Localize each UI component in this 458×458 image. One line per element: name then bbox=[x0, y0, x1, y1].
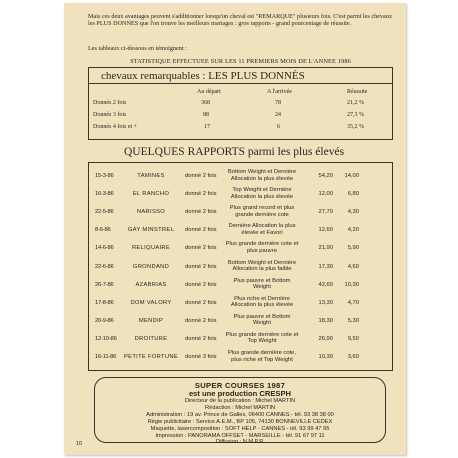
table2-title: QUELQUES RAPPORTS parmi les plus élevés bbox=[124, 146, 345, 158]
row-date: 12-10-86 bbox=[95, 335, 117, 342]
row-donne: donné 2 fois bbox=[185, 227, 217, 234]
row-reussite: 21,2 % bbox=[347, 100, 364, 106]
table-row bbox=[89, 100, 392, 110]
row-horse-name: EL RANCHO bbox=[132, 191, 170, 198]
row-date: 8-6-86 bbox=[95, 227, 111, 234]
row-reason: Bottom Weight et Dernière Allocation la plus faible bbox=[227, 259, 297, 273]
row-horse-name: TAMINES bbox=[137, 173, 165, 179]
row-horse-name: NARISSO bbox=[136, 209, 166, 216]
row-rapport-place: 5,90 bbox=[347, 245, 359, 252]
intro-paragraph-2: Les tableaux ci-dessous en témoignent : bbox=[88, 45, 187, 52]
row-date: 22-6-86 bbox=[95, 263, 114, 270]
table-row bbox=[95, 312, 387, 330]
row-horse-name: RELIQUAIRE bbox=[131, 245, 171, 252]
row-reason: Plus grand record et plus grande dernière cote bbox=[229, 205, 295, 218]
row-date: 17-8-86 bbox=[95, 299, 114, 306]
row-rapport-gagnant: 13,30 bbox=[318, 299, 333, 306]
table1-body bbox=[89, 84, 392, 139]
table-row bbox=[95, 203, 387, 221]
row-reason: Plus grande dernière cote et Top Weight bbox=[225, 331, 299, 345]
table2-rows bbox=[95, 167, 387, 366]
col-header-arrivee: A l'arrivée bbox=[267, 89, 292, 95]
row-reason: Top Weight et Dernière Allocation la plus élevée bbox=[230, 187, 294, 200]
row-horse-name: MENDIP bbox=[138, 317, 164, 324]
table-row bbox=[89, 112, 392, 122]
row-arrivee: 78 bbox=[275, 100, 281, 106]
row-rapport-place: 6,80 bbox=[347, 191, 359, 198]
row-donne: donné 2 fois bbox=[185, 173, 217, 179]
row-rapport-place: 14,00 bbox=[344, 173, 359, 179]
row-date: 20-9-86 bbox=[95, 317, 114, 324]
table-row bbox=[95, 330, 387, 348]
row-date: 22-5-86 bbox=[95, 209, 114, 216]
row-rapport-gagnant: 18,30 bbox=[318, 317, 333, 324]
row-rapport-place: 4,30 bbox=[347, 209, 359, 216]
row-donne: donné 2 fois bbox=[185, 299, 217, 306]
row-depart: 17 bbox=[204, 124, 210, 130]
credits-line: Régie publicitaire : Service A.E.M., BP 105, 74130 BONNEVILLE CEDEX bbox=[147, 419, 333, 425]
row-depart: 368 bbox=[201, 100, 210, 106]
row-horse-name: PETITE FORTUNE bbox=[123, 354, 178, 360]
row-donne: donné 2 fois bbox=[185, 335, 217, 342]
row-donne: donné 2 fois bbox=[185, 317, 217, 324]
row-horse-name: GAY MINSTREL bbox=[127, 227, 175, 234]
row-rapport-place: 4,70 bbox=[347, 299, 359, 306]
row-label: Donnés 2 fois bbox=[93, 100, 127, 106]
intro-paragraph: Mais ces deux avantages peuvent s'additionner lorsqu'un cheval est "REMARQUE" plusieurs fois. C'est parmi les chevaux les PLUS DONNES que l'on trouve les meilleurs mariages : gros rapports - grand pourcentage de réussite. bbox=[88, 13, 392, 28]
row-reason: Plus pauvre et Bottom Weight bbox=[233, 277, 291, 291]
row-horse-name: GRONDAND bbox=[132, 263, 170, 270]
table-row bbox=[95, 239, 387, 257]
table-row bbox=[89, 124, 392, 134]
magazine-page bbox=[64, 3, 406, 455]
credits-line: Directeur de la publication : Michel MARTIN bbox=[184, 398, 296, 404]
row-date: 16-3-86 bbox=[95, 191, 114, 198]
row-rapport-gagnant: 12,00 bbox=[318, 191, 333, 198]
row-date: 16-11-86 bbox=[95, 354, 117, 360]
row-rapport-gagnant: 26,90 bbox=[318, 335, 333, 342]
row-donne: donné 2 fois bbox=[185, 245, 217, 252]
row-reason: Dernière Allocation la plus élevée et Favori bbox=[228, 223, 296, 236]
credits-line: Diffusion : N.M.P.P. bbox=[215, 439, 265, 445]
row-label: Donnés 3 fois bbox=[93, 112, 127, 118]
row-rapport-place: 4,60 bbox=[347, 263, 359, 270]
table-row bbox=[95, 258, 387, 276]
credits-line: Impression : PANORAMA OFFSET - MARSEILLE - tél. 91 67 97 11 bbox=[155, 433, 325, 439]
row-date: 26-7-86 bbox=[95, 281, 114, 288]
row-rapport-place: 9,50 bbox=[347, 335, 359, 342]
table-row bbox=[95, 167, 387, 185]
row-reason: Plus grande dernière cote, plus riche et Top Weight bbox=[228, 350, 296, 363]
row-reussite: 35,2 % bbox=[347, 124, 364, 130]
row-rapport-gagnant: 12,60 bbox=[318, 227, 333, 234]
row-arrivee: 24 bbox=[275, 112, 281, 118]
row-rapport-gagnant: 10,30 bbox=[318, 354, 333, 360]
row-rapport-gagnant: 27,70 bbox=[318, 209, 333, 216]
credits-line: Maquette, lasercomposition : SOFT HELP - CANNES - tél. 93 99 47 95 bbox=[150, 426, 330, 432]
table-row bbox=[95, 348, 387, 366]
table-row bbox=[95, 294, 387, 312]
page-number: 10 bbox=[76, 441, 83, 447]
table-row bbox=[95, 276, 387, 294]
row-rapport-place: 10,30 bbox=[344, 281, 359, 288]
col-header-reussite: Réussite bbox=[347, 89, 368, 95]
row-donne: donné 2 fois bbox=[185, 209, 217, 216]
row-reason: Bottom Weight et Dernière Allocation la plus élevée bbox=[227, 169, 297, 182]
credits-line: Rédaction : Michel MARTIN bbox=[204, 405, 276, 411]
row-horse-name: DOM VALORY bbox=[130, 299, 172, 306]
table-rapports bbox=[88, 162, 393, 371]
table-chevaux-remarquables bbox=[88, 67, 393, 140]
table-row bbox=[95, 221, 387, 239]
row-rapport-gagnant: 21,90 bbox=[318, 245, 333, 252]
row-reason: Plus grande dernière cote et plus pauvre bbox=[225, 241, 299, 254]
row-donne: donné 2 fois bbox=[185, 191, 217, 198]
row-reason: Plus riche et Dernière Allocation la plus élevée bbox=[230, 295, 294, 309]
row-date: 14-6-86 bbox=[95, 245, 114, 252]
row-donne: donné 2 fois bbox=[185, 281, 217, 288]
row-depart: 88 bbox=[203, 112, 209, 118]
row-rapport-place: 3,60 bbox=[347, 354, 359, 360]
row-horse-name: AZABRIAS bbox=[135, 281, 167, 288]
statistics-title: STATISTIQUE EFFECTUEE SUR LES 11 PREMIERS MOIS DE L'ANNEE 1986 bbox=[130, 58, 351, 65]
table1-title: chevaux remarquables : LES PLUS DONNÉS bbox=[101, 70, 305, 82]
row-donne: donné 2 fois bbox=[185, 263, 217, 270]
table1-header bbox=[89, 68, 392, 84]
credits-subtitle: est une production CRESPH bbox=[188, 389, 292, 398]
row-rapport-place: 4,20 bbox=[347, 227, 359, 234]
credits-box bbox=[94, 377, 386, 443]
row-horse-name: DROITURE bbox=[134, 335, 168, 342]
row-donne: donné 3 fois bbox=[185, 354, 217, 360]
row-label: Donnés 4 fois et + bbox=[93, 124, 138, 130]
col-header-depart: Au départ bbox=[197, 89, 221, 95]
row-rapport-gagnant: 54,20 bbox=[318, 173, 333, 179]
row-reason: Plus pauvre et Bottom Weight bbox=[233, 313, 291, 327]
row-rapport-gagnant: 42,60 bbox=[318, 281, 333, 288]
credits-title: SUPER COURSES 1987 bbox=[194, 381, 286, 390]
table-row bbox=[95, 185, 387, 203]
row-arrivee: 6 bbox=[277, 124, 280, 130]
row-reussite: 27,3 % bbox=[347, 112, 364, 118]
row-rapport-place: 5,30 bbox=[347, 317, 359, 324]
row-date: 15-3-86 bbox=[95, 173, 114, 179]
row-rapport-gagnant: 17,30 bbox=[318, 263, 333, 270]
credits-line: Administration : 19 av. Prince de Galles, 06400 CANNES - tél. 93 38 38 00 bbox=[146, 412, 334, 418]
